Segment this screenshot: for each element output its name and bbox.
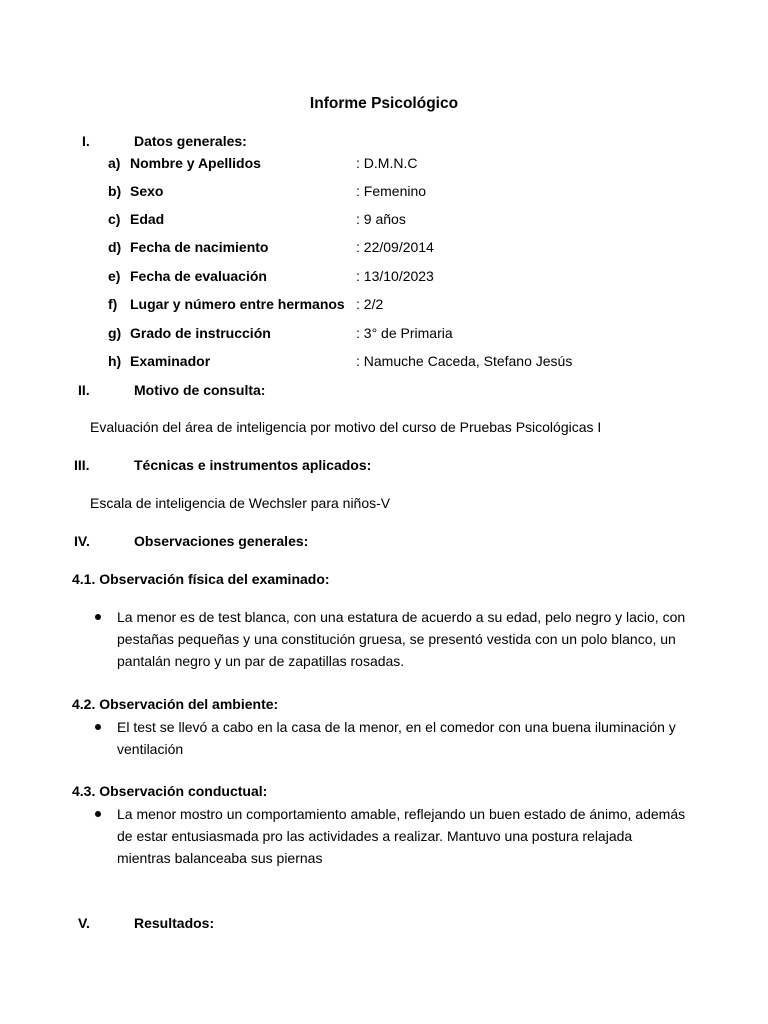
- item-label: Sexo: [130, 183, 164, 199]
- section-numeral: II.: [78, 382, 90, 398]
- item-letter: a): [108, 155, 121, 171]
- section-heading: Resultados:: [134, 915, 215, 931]
- item-label: Edad: [130, 211, 165, 227]
- item-value: : 13/10/2023: [356, 268, 434, 284]
- item-letter: g): [108, 325, 122, 341]
- item-letter: c): [108, 211, 121, 227]
- section-heading: Motivo de consulta:: [134, 382, 266, 398]
- item-letter: e): [108, 268, 121, 284]
- document-title: Informe Psicológico: [309, 95, 459, 112]
- item-label: Examinador: [130, 353, 211, 369]
- section-heading: Datos generales:: [134, 133, 247, 149]
- bullet-text: El test se llevó a cabo en la casa de la menor, en el comedor con una buena iluminación y ventilación: [117, 719, 676, 757]
- item-letter: d): [108, 239, 122, 255]
- section-heading: Observaciones generales:: [134, 533, 309, 549]
- item-label: Fecha de nacimiento: [130, 239, 269, 255]
- bullet-icon: [95, 614, 101, 620]
- bullet-text: La menor es de test blanca, con una estatura de acuerdo a su edad, pelo negro y lacio, con pestañas pequeñas y una constitución gruesa, se presentó vestida con un polo blanco, un pantalán negro y un par de zapatillas rosadas.: [117, 609, 686, 669]
- bullet-icon: [95, 811, 101, 817]
- section-body-text: Evaluación del área de inteligencia por motivo del curso de Pruebas Psicológicas I: [90, 419, 602, 435]
- bullet-text: La menor mostro un comportamiento amable, reflejando un buen estado de ánimo, además de estar entusiasmada pro las actividades a realizar. Mantuvo una postura relajada mientras balanceaba sus piernas: [117, 806, 686, 866]
- section-numeral: III.: [74, 457, 90, 473]
- item-label: Grado de instrucción: [130, 325, 271, 341]
- item-value: : 9 años: [356, 211, 406, 227]
- item-letter: b): [108, 183, 122, 199]
- item-value: : Femenino: [356, 183, 427, 199]
- section-numeral: I.: [82, 133, 90, 149]
- item-value: : 3° de Primaria: [356, 325, 453, 341]
- item-value: : Namuche Caceda, Stefano Jesús: [356, 353, 573, 369]
- item-label: Fecha de evaluación: [130, 268, 267, 284]
- bullet-icon: [95, 724, 101, 730]
- item-label: Nombre y Apellidos: [130, 155, 261, 171]
- section-heading: Técnicas e instrumentos aplicados:: [134, 457, 372, 473]
- item-letter: h): [108, 353, 122, 369]
- subsection-heading: 4.2. Observación del ambiente:: [72, 696, 279, 712]
- subsection-heading: 4.3. Observación conductual:: [72, 783, 268, 799]
- item-value: : 2/2: [356, 296, 384, 312]
- section-numeral: V.: [78, 915, 90, 931]
- section-numeral: IV.: [74, 533, 90, 549]
- item-value: : D.M.N.C: [356, 155, 418, 171]
- item-label: Lugar y número entre hermanos: [130, 296, 345, 312]
- item-value: : 22/09/2014: [356, 239, 434, 255]
- subsection-heading: 4.1. Observación física del examinado:: [72, 571, 330, 587]
- section-body-text: Escala de inteligencia de Wechsler para niños-V: [90, 495, 391, 511]
- item-letter: f): [108, 296, 118, 312]
